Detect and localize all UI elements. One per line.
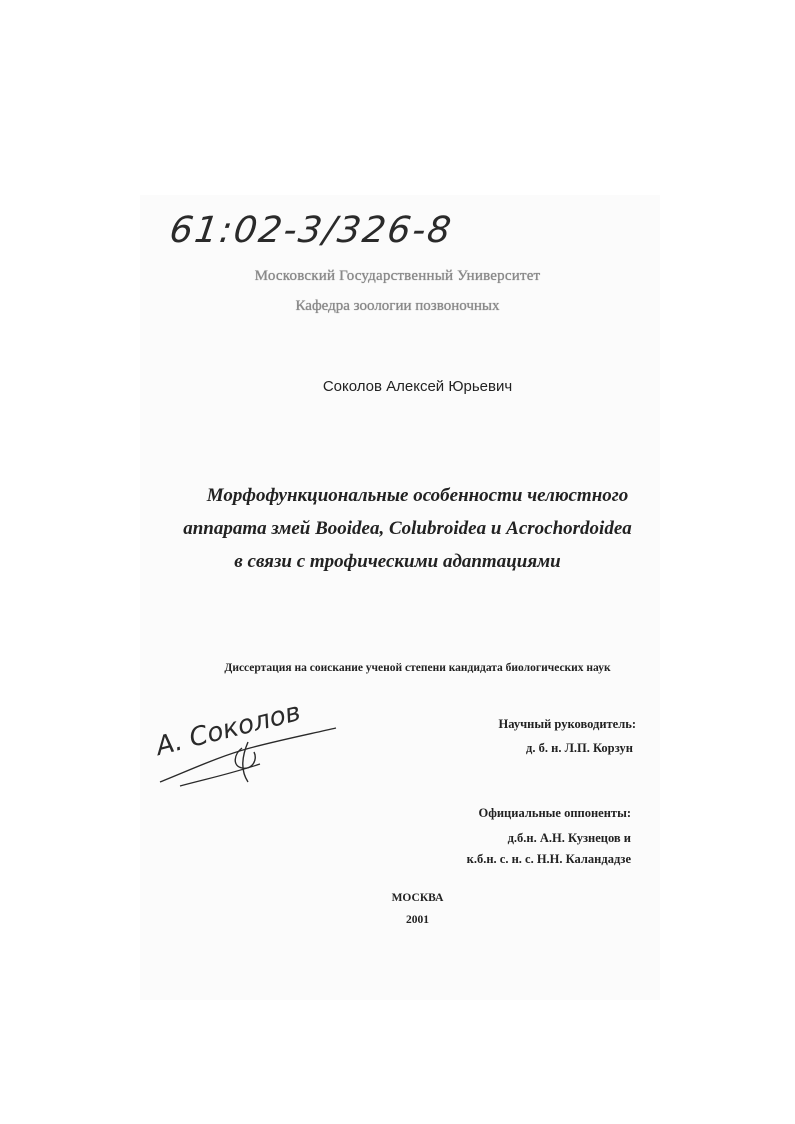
handwritten-signature xyxy=(150,690,340,800)
title-line-2: аппарата змей Booidea, Colubroidea и Acrochordoidea xyxy=(183,518,632,539)
university-name: Московский Государственный Университет xyxy=(254,268,541,284)
dissertation-note: Диссертация на соискание ученой степени кандидата биологических наук xyxy=(224,662,611,674)
signature-text: А. Соколов xyxy=(153,697,304,762)
archive-number: 61:02-3/326-8 xyxy=(167,210,456,251)
opponent-2: к.б.н. с. н. с. Н.Н. Каландадзе xyxy=(466,852,631,866)
department-name: Кафедра зоологии позвоночных xyxy=(295,298,500,314)
supervisor-name: д. б. н. Л.П. Корзун xyxy=(526,741,633,755)
city: МОСКВА xyxy=(391,892,444,904)
year: 2001 xyxy=(406,914,429,926)
scanned-page-area xyxy=(140,195,660,1000)
opponent-1: д.б.н. А.Н. Кузнецов и xyxy=(507,831,631,845)
title-line-3: в связи с трофическими адаптациями xyxy=(234,551,561,572)
title-line-1: Морфофункциональные особенности челюстного xyxy=(206,485,629,506)
supervisor-label: Научный руководитель: xyxy=(498,717,636,731)
author-name: Соколов Алексей Юрьевич xyxy=(322,378,513,395)
opponents-label: Официальные оппоненты: xyxy=(478,806,631,820)
